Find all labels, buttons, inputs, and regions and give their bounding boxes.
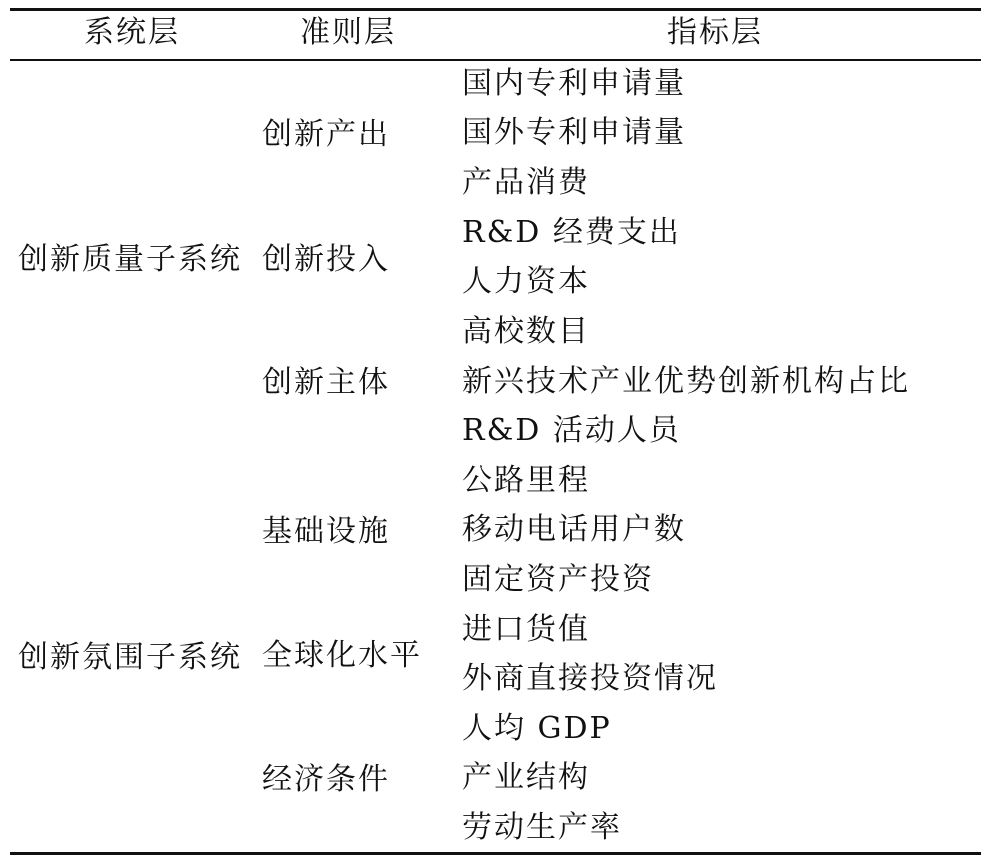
indicator-item: 劳动生产率 (462, 810, 622, 845)
system-label: 创新质量子系统 (18, 242, 242, 277)
criterion-label: 经济条件 (262, 762, 390, 797)
indicator-item: 人力资本 (462, 264, 590, 299)
criterion-label: 创新产出 (262, 117, 390, 152)
indicator-item: 外商直接投资情况 (462, 661, 718, 696)
indicator-item: 进口货值 (462, 612, 590, 647)
indicator-item: 人均 GDP (462, 711, 612, 746)
indicator-item: 移动电话用户数 (462, 512, 686, 547)
indicator-item: 新兴技术产业优势创新机构占比 (462, 364, 910, 399)
indicator-item: 高校数目 (462, 314, 590, 349)
indicator-item: R&D 经费支出 (462, 215, 681, 250)
header-criterion-layer: 准则层 (300, 15, 396, 50)
indicator-item: 产品消费 (462, 165, 590, 200)
system-label: 创新氛围子系统 (18, 640, 242, 675)
indicator-item: 国内专利申请量 (462, 66, 686, 101)
indicator-item: R&D 活动人员 (462, 413, 681, 448)
criterion-label: 基础设施 (262, 514, 390, 549)
table-top-rule (10, 8, 981, 11)
header-indicator-layer: 指标层 (667, 15, 763, 50)
table-header-rule (10, 59, 981, 61)
criterion-label: 创新投入 (262, 242, 390, 277)
criterion-label: 全球化水平 (262, 638, 422, 673)
criterion-label: 创新主体 (262, 365, 390, 400)
header-system-layer: 系统层 (84, 15, 180, 50)
indicator-item: 产业结构 (462, 760, 590, 795)
indicator-item: 公路里程 (462, 463, 590, 498)
table-bottom-rule (10, 852, 981, 855)
indicator-item: 国外专利申请量 (462, 115, 686, 150)
indicator-item: 固定资产投资 (462, 562, 654, 597)
